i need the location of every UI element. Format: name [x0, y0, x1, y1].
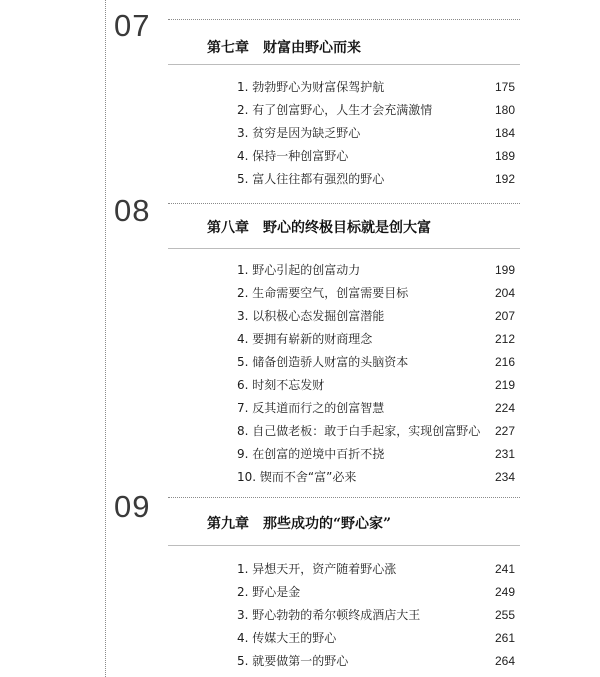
chapter-title-text: 那些成功的“野心家”	[263, 516, 392, 532]
entry-page: 231	[494, 447, 515, 461]
entry-title: 5. 储备创造骄人财富的头脑资本	[237, 355, 409, 369]
entry-page: 219	[494, 378, 515, 392]
chapter-number: 09	[114, 489, 151, 524]
entry-title: 3. 以积极心态发掘创富潜能	[237, 309, 385, 323]
entry-page: 227	[494, 424, 515, 438]
toc-entry[interactable]	[237, 604, 515, 627]
title-underline	[168, 248, 520, 249]
entry-page: 224	[494, 401, 515, 415]
chapter-title	[207, 217, 431, 237]
toc-entry[interactable]	[237, 627, 515, 650]
toc-entry[interactable]	[237, 420, 515, 443]
toc-entry[interactable]	[237, 168, 515, 191]
entry-title: 10. 锲而不舍“富”必来	[237, 470, 357, 484]
toc-entry[interactable]	[237, 558, 515, 581]
entry-title: 1. 野心引起的创富动力	[237, 263, 361, 277]
entry-page: 175	[494, 80, 515, 94]
toc-entry[interactable]	[237, 328, 515, 351]
entry-title: 2. 生命需要空气，创富需要目标	[237, 286, 409, 300]
chapter-title	[207, 37, 361, 57]
entry-title: 4. 要拥有崭新的财商理念	[237, 332, 373, 346]
entry-title: 1. 勃勃野心为财富保驾护航	[237, 80, 385, 94]
toc-entry[interactable]	[237, 76, 515, 99]
chapter-label: 第九章	[207, 516, 249, 532]
chapter-title-text: 野心的终极目标就是创大富	[263, 220, 431, 236]
toc-entry[interactable]	[237, 581, 515, 604]
toc-entry[interactable]	[237, 99, 515, 122]
toc-entry[interactable]	[237, 259, 515, 282]
chapter-label: 第八章	[207, 220, 249, 236]
entry-page: 249	[494, 585, 515, 599]
toc-entry[interactable]	[237, 466, 515, 489]
chapter-divider	[168, 19, 520, 20]
toc-entry[interactable]	[237, 351, 515, 374]
entry-title: 8. 自己做老板：敢于白手起家，实现创富野心	[237, 424, 481, 438]
chapter-divider	[168, 497, 520, 498]
title-underline	[168, 545, 520, 546]
entry-page: 255	[494, 608, 515, 622]
toc-entry[interactable]	[237, 282, 515, 305]
entry-page: 241	[494, 562, 515, 576]
entry-title: 3. 贫穷是因为缺乏野心	[237, 126, 361, 140]
entry-title: 7. 反其道而行之的创富智慧	[237, 401, 385, 415]
entry-title: 5. 就要做第一的野心	[237, 654, 349, 668]
toc-entry[interactable]	[237, 443, 515, 466]
entry-page: 184	[494, 126, 515, 140]
entry-title: 1. 异想天开，资产随着野心涨	[237, 562, 397, 576]
toc-entry[interactable]	[237, 374, 515, 397]
entry-title: 2. 有了创富野心，人生才会充满激情	[237, 103, 433, 117]
chapter-divider	[168, 203, 520, 204]
chapter-number: 07	[114, 8, 151, 43]
toc-entry[interactable]	[237, 145, 515, 168]
title-underline	[168, 64, 520, 65]
entry-page: 180	[494, 103, 515, 117]
entry-title: 4. 传媒大王的野心	[237, 631, 337, 645]
entry-title: 3. 野心勃勃的希尔顿终成酒店大王	[237, 608, 421, 622]
entry-page: 212	[494, 332, 515, 346]
toc-list	[237, 558, 515, 673]
entry-page: 199	[494, 263, 515, 277]
entry-page: 234	[494, 470, 515, 484]
entry-title: 6. 时刻不忘发财	[237, 378, 325, 392]
entry-page: 216	[494, 355, 515, 369]
entry-page: 192	[494, 172, 515, 186]
entry-page: 264	[494, 654, 515, 668]
entry-title: 2. 野心是金	[237, 585, 301, 599]
toc-entry[interactable]	[237, 650, 515, 673]
entry-page: 189	[494, 149, 515, 163]
vertical-dotted-rule	[105, 0, 106, 677]
entry-title: 4. 保持一种创富野心	[237, 149, 349, 163]
entry-page: 261	[494, 631, 515, 645]
toc-entry[interactable]	[237, 305, 515, 328]
entry-page: 204	[494, 286, 515, 300]
chapter-number: 08	[114, 193, 151, 228]
entry-page: 207	[494, 309, 515, 323]
toc-list	[237, 259, 515, 489]
chapter-label: 第七章	[207, 40, 249, 56]
entry-title: 9. 在创富的逆境中百折不挠	[237, 447, 385, 461]
chapter-title	[207, 513, 391, 533]
chapter-title-text: 财富由野心而来	[263, 40, 361, 56]
toc-entry[interactable]	[237, 397, 515, 420]
entry-title: 5. 富人往往都有强烈的野心	[237, 172, 385, 186]
toc-entry[interactable]	[237, 122, 515, 145]
toc-list	[237, 76, 515, 191]
